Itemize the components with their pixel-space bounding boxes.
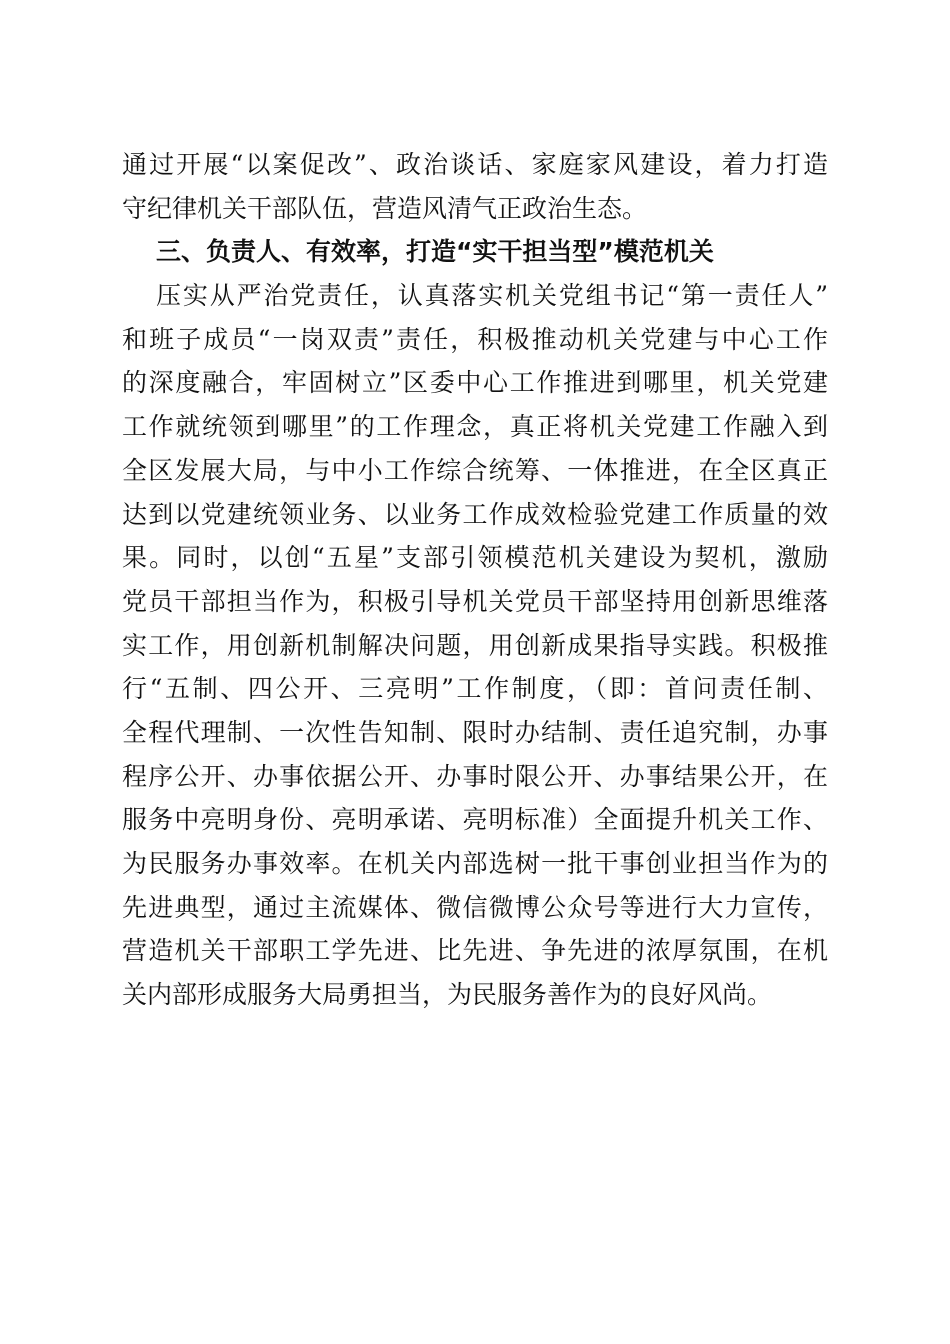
section-3-line-2: 和班子成员“一岗双责”责任，积极推动机关党建与中心工作	[122, 325, 828, 354]
section-3-line-17: 关内部形成服务大局勇担当，为民服务善作为的良好风尚。	[122, 980, 773, 1009]
section-3-line-9: 实工作，用创新机制解决问题，用创新成果指导实践。积极推	[122, 631, 828, 660]
section-3-line-1: 压实从严治党责任，认真落实机关党组书记“第一责任人”	[156, 281, 828, 310]
section-3-line-16: 营造机关干部职工学先进、比先进、争先进的浓厚氛围，在机	[122, 936, 828, 965]
paragraph-1-line-1: 通过开展“以案促改”、政治谈话、家庭家风建设，着力打造	[122, 150, 828, 179]
section-3-line-13: 服务中亮明身份、亮明承诺、亮明标准）全面提升机关工作、	[122, 805, 828, 834]
section-3-line-14: 为民服务办事效率。在机关内部选树一批干事创业担当作为的	[122, 849, 828, 878]
section-3-line-10: 行“五制、四公开、三亮明”工作制度，（即：首问责任制、	[122, 674, 828, 703]
section-3-line-5: 全区发展大局，与中小工作综合统筹、一体推进，在全区真正	[122, 456, 828, 485]
paragraph-1-line-2: 守纪律机关干部队伍，营造风清气正政治生态。	[122, 194, 648, 223]
section-3-line-4: 工作就统领到哪里”的工作理念，真正将机关党建工作融入到	[122, 412, 828, 441]
section-3-line-11: 全程代理制、一次性告知制、限时办结制、责任追究制，办事	[122, 718, 828, 747]
section-3-line-15: 先进典型，通过主流媒体、微信微博公众号等进行大力宣传，	[122, 893, 828, 922]
section-3-line-3: 的深度融合，牢固树立”区委中心工作推进到哪里，机关党建	[122, 368, 828, 397]
section-3-line-8: 党员干部担当作为，积极引导机关党员干部坚持用创新思维落	[122, 587, 828, 616]
section-3-heading: 三、负责人、有效率，打造“实干担当型”模范机关	[156, 237, 714, 266]
section-3-line-12: 程序公开、办事依据公开、办事时限公开、办事结果公开，在	[122, 762, 828, 791]
section-3-line-7: 果。同时，以创“五星”支部引领模范机关建设为契机，激励	[122, 543, 828, 572]
section-3-line-6: 达到以党建统领业务、以业务工作成效检验党建工作质量的效	[122, 500, 828, 529]
